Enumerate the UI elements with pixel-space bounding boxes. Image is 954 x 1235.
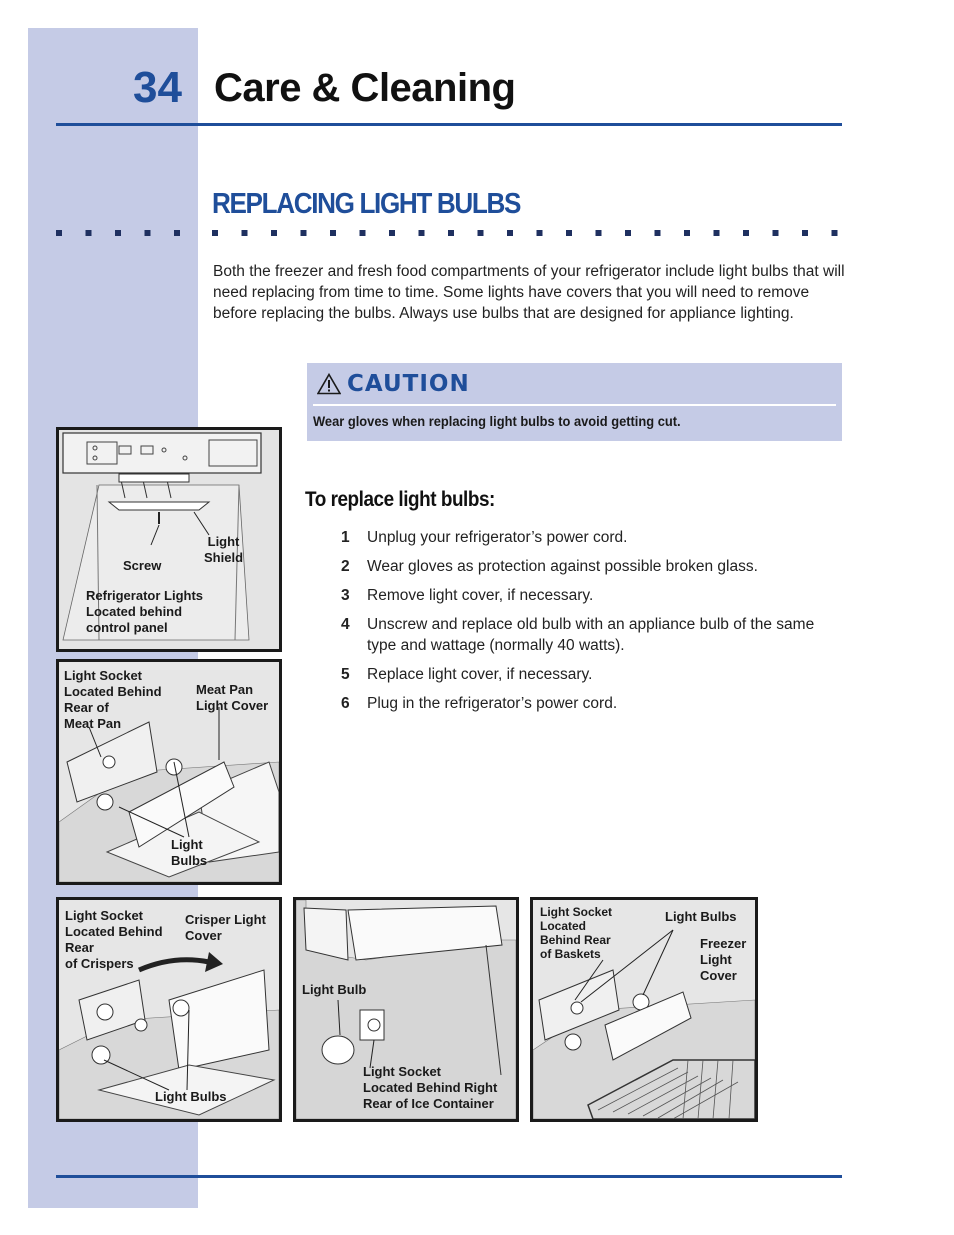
figure-meat-pan-light: [56, 659, 282, 885]
figure-crisper-light: [56, 897, 282, 1122]
figure-ice-container-light: [293, 897, 519, 1122]
label-ice-container-socket: Light Socket Located Behind Right Rear of Ice Container: [363, 1064, 498, 1111]
label-crisper-bulbs: Light Bulbs: [155, 1089, 227, 1104]
label-screw: Screw: [123, 558, 162, 573]
page-number: 34: [133, 63, 182, 112]
intro-paragraph: Both the freezer and fresh food compartments of your refrigerator include light bulbs that will need replacing from time to time. Some lights have covers that you will need to remove before replacing the bulbs. Always use bulbs that are designed for appliance lighting.: [213, 263, 845, 322]
label-meat-pan-socket: Light Socket Located Behind Rear of Meat Pan: [64, 668, 162, 731]
figure-control-panel-lights: [56, 427, 282, 652]
dotted-divider-right: [212, 230, 847, 236]
step-item: 1 Unplug your refrigerator’s power cord.: [341, 529, 628, 546]
step-item: 2 Wear gloves as protection against possible broken glass.: [341, 558, 758, 575]
warning-triangle-icon: [317, 373, 341, 395]
caution-label: CAUTION: [347, 371, 470, 397]
label-basket-socket: Light Socket Located Behind Rear of Baskets: [540, 905, 613, 961]
step-item: 5 Replace light cover, if necessary.: [341, 666, 593, 683]
procedure-steps: [341, 527, 841, 722]
label-freezer-cover: Freezer Light Cover: [700, 936, 747, 983]
footer-rule: [56, 1175, 842, 1178]
section-title: REPLACING LIGHT BULBS: [212, 188, 521, 220]
header-rule: [56, 123, 842, 126]
step-item: 6 Plug in the refrigerator’s power cord.: [341, 695, 618, 712]
label-crisper-socket: Light Socket Located Behind Rear of Crispers: [65, 908, 163, 971]
label-meat-pan-bulbs: Light Bulbs: [171, 837, 208, 868]
caution-box: [307, 363, 842, 441]
figure-freezer-basket-light: [530, 897, 758, 1122]
label-meat-pan-cover: Meat Pan Light Cover: [196, 682, 269, 713]
label-crisper-cover: Crisper Light Cover: [185, 912, 266, 943]
procedure-title: To replace light bulbs:: [305, 488, 495, 511]
dotted-divider-left: [56, 230, 186, 236]
caution-divider: [313, 404, 836, 406]
caution-heading: [317, 371, 470, 397]
label-light-shield: Light Shield: [204, 534, 244, 565]
step-item: 4 Unscrew and replace old bulb with an appliance bulb of the same type and wattage (normally 40 watts).: [341, 616, 815, 654]
label-ice-container-bulb: Light Bulb: [302, 982, 367, 997]
label-basket-bulbs: Light Bulbs: [665, 909, 737, 924]
step-item: 3 Remove light cover, if necessary.: [341, 587, 594, 604]
label-refrigerator-lights: Refrigerator Lights Located behind control panel: [86, 588, 204, 635]
caution-text: Wear gloves when replacing light bulbs to avoid getting cut.: [313, 413, 681, 429]
page-title: Care & Cleaning: [214, 66, 516, 110]
